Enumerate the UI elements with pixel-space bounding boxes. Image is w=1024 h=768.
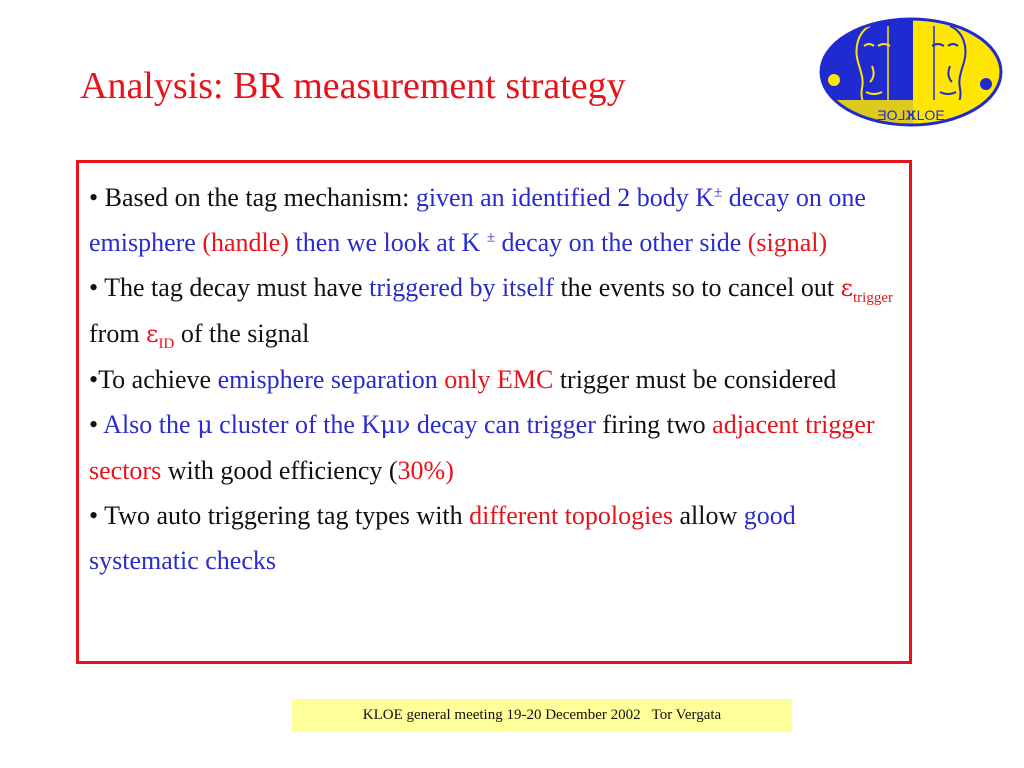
handle-label: (handle) (202, 228, 289, 257)
bullet-5-text: • Two auto triggering tag types with (89, 501, 470, 530)
bullet-3-text-2: trigger must be considered (553, 365, 837, 394)
bullet-4-red-text: adjacent trigger sectors (89, 410, 875, 485)
bullet-1-blue-text-2: decay on one emisphere (89, 183, 866, 257)
content-box (76, 160, 912, 664)
left-ball-icon (827, 73, 841, 87)
bullet-5-blue-text: good systematic checks (89, 501, 796, 575)
bullet-1-text: • Based on the tag mechanism: (89, 183, 416, 212)
logo-lettering-mirrored: KLOE (877, 107, 915, 123)
right-ball-icon (979, 77, 993, 91)
bullet-2 (89, 265, 899, 357)
bullet-4-marker: • (89, 410, 104, 439)
bullet-1-blue-text-3: then we look at K (288, 228, 487, 257)
bullet-4-blue-text-3: decay can trigger (410, 410, 596, 439)
bullet-1-blue-text: given an identified 2 body K (415, 183, 715, 212)
bullet-2-text-2: the events so to cancel out (553, 273, 841, 302)
bullet-5-text-2: allow (673, 501, 744, 530)
bullet-2-text: • The tag decay must have (89, 273, 370, 302)
bullet-5 (89, 493, 899, 583)
bullet-4-blue-text: Also the (103, 410, 198, 439)
footer: KLOE general meeting 19-20 December 2002 Tor Vergata (292, 699, 792, 732)
id-subscript: ID (158, 336, 175, 353)
efficiency-value: 30%) (397, 456, 454, 485)
bullet-2-blue-text: triggered by itself (369, 273, 554, 302)
bullet-3 (89, 357, 899, 402)
plus-minus-symbol-2: ± (486, 229, 496, 246)
epsilon-symbol-2: ε (146, 320, 159, 348)
bullet-4-text-2: with good efficiency ( (161, 456, 398, 485)
bullet-3-blue-text: emisphere separation (217, 365, 438, 394)
bullet-3-red-text: only EMC (444, 365, 554, 394)
trigger-subscript: trigger (853, 290, 893, 307)
bullet-4 (89, 402, 899, 493)
slide-title: Analysis: BR measurement strategy (80, 65, 626, 107)
epsilon-symbol: ε (840, 274, 854, 302)
mu-nu-symbol: μν (380, 411, 411, 439)
kloe-logo (818, 16, 1004, 128)
bullet-1-blue-text-4: decay on the other side (495, 228, 748, 257)
mu-symbol: μ (197, 411, 213, 439)
logo-lettering: KLOE (907, 107, 945, 123)
bullet-1 (89, 175, 899, 265)
bullet-4-blue-text-2: cluster of the K (212, 410, 381, 439)
bullet-5-red-text: different topologies (469, 501, 674, 530)
bullet-4-text: firing two (595, 410, 713, 439)
bullet-2-text-3: from (89, 319, 147, 348)
bullet-3-text: •To achieve (89, 365, 218, 394)
plus-minus-symbol: ± (714, 184, 723, 201)
bullet-2-text-4: of the signal (174, 319, 310, 348)
signal-label: (signal) (747, 228, 828, 257)
